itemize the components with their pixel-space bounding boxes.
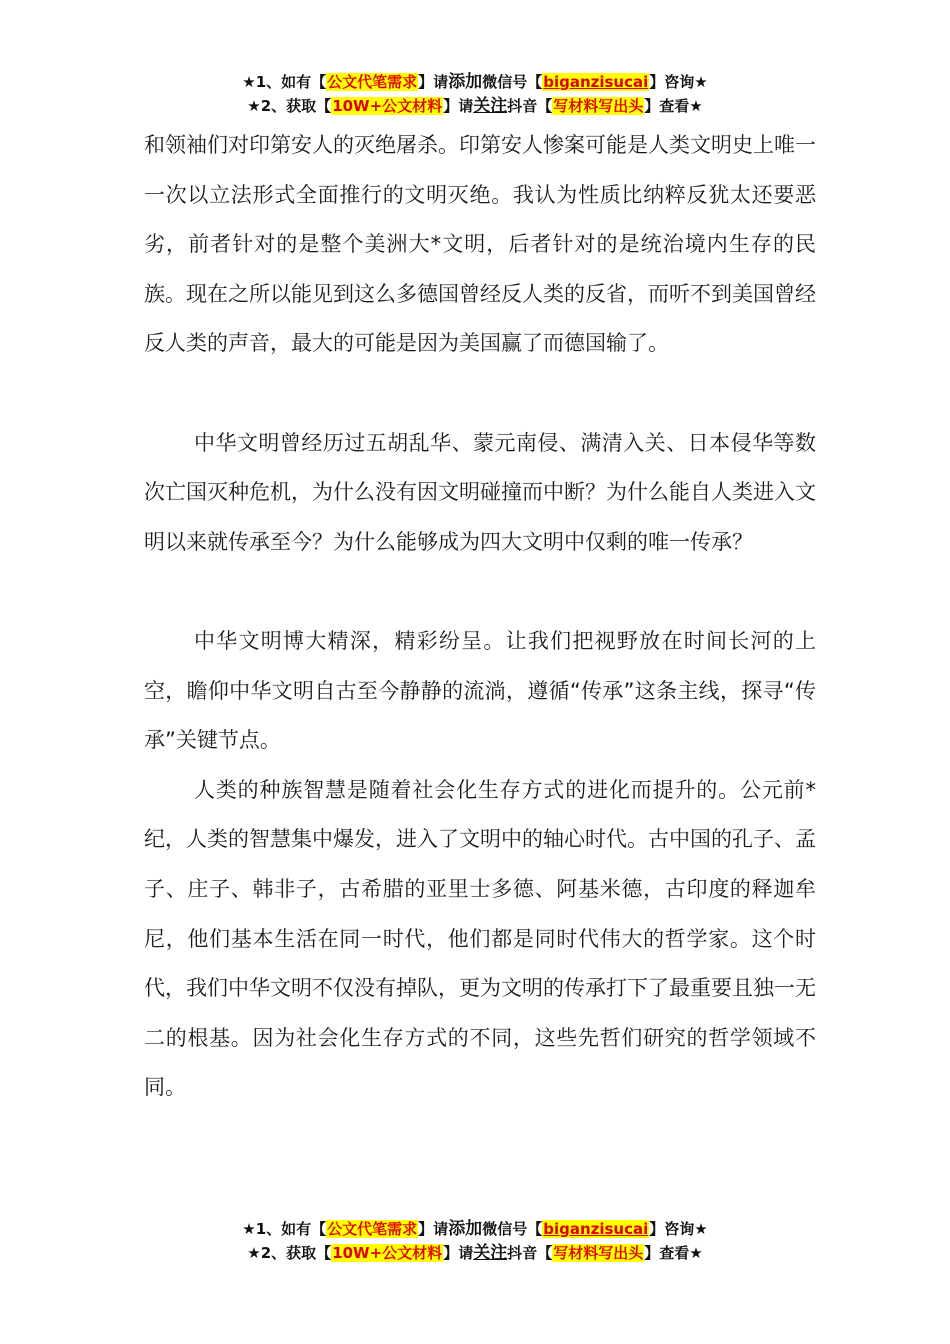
paragraph-gap bbox=[144, 369, 816, 419]
paragraph-4: 人类的种族智慧是随着社会化生存方式的进化而提升的。公元前*纪，人类的智慧集中爆发，进入了文明中的轴心时代。古中国的孔子、孟子、庄子、韩非子，古希腊的亚里士多德、阿基米德，古印度的释迦牟尼，他们基本生活在同一时代，他们都是同时代伟大的哲学家。这个时代，我们中华文明不仅没有掉队，更为文明的传承打下了最重要且独一无二的根基。因为社会化生存方式的不同，这些先哲们研究的哲学领域不同。 bbox=[144, 777, 816, 1100]
document-body bbox=[144, 121, 816, 1113]
banner-line-2: ★2、获取【10W+公文材料】请关注抖音【写材料写出头】查看★ bbox=[247, 96, 703, 116]
header-banner bbox=[0, 70, 950, 118]
banner-line-2: ★2、获取【10W+公文材料】请关注抖音【写材料写出头】查看★ bbox=[247, 1243, 703, 1263]
douyin-id-highlight: 写材料写出头 bbox=[553, 97, 644, 115]
highlight-materials: 10W+公文材料 bbox=[332, 1244, 443, 1262]
banner-line-1: ★1、如有【公文代笔需求】请添加微信号【biganzisucai】咨询★ bbox=[242, 72, 708, 92]
highlight-materials: 10W+公文材料 bbox=[332, 97, 443, 115]
wechat-id-highlight: biganzisucai bbox=[543, 73, 649, 91]
paragraph-1: 和领袖们对印第安人的灭绝屠杀。印第安人惨案可能是人类文明史上唯一一次以立法形式全面推行的文明灭绝。我认为性质比纳粹反犹太还要恶劣，前者针对的是整个美洲大*文明，后者针对的是统治境内生存的民族。现在之所以能见到这么多德国曾经反人类的反省，而听不到美国曾经反人类的声音，最大的可能是因为美国赢了而德国输了。 bbox=[144, 133, 816, 356]
paragraph-3: 中华文明博大精深，精彩纷呈。让我们把视野放在时间长河的上空，瞻仰中华文明自古至今静静的流淌，遵循“传承”这条主线，探寻“传承”关键节点。 bbox=[144, 628, 816, 753]
highlight-service: 公文代笔需求 bbox=[327, 1220, 418, 1238]
wechat-id-highlight: biganzisucai bbox=[543, 1220, 649, 1238]
banner-line-1: ★1、如有【公文代笔需求】请添加微信号【biganzisucai】咨询★ bbox=[242, 1219, 708, 1239]
paragraph-2: 中华文明曾经历过五胡乱华、蒙元南侵、满清入关、日本侵华等数次亡国灭种危机，为什么没有因文明碰撞而中断？为什么能自人类进入文明以来就传承至今？为什么能够成为四大文明中仅剩的唯一传承？ bbox=[144, 430, 816, 554]
paragraph-gap bbox=[144, 567, 816, 617]
highlight-service: 公文代笔需求 bbox=[327, 73, 418, 91]
footer-banner bbox=[0, 1217, 950, 1265]
douyin-id-highlight: 写材料写出头 bbox=[553, 1244, 644, 1262]
